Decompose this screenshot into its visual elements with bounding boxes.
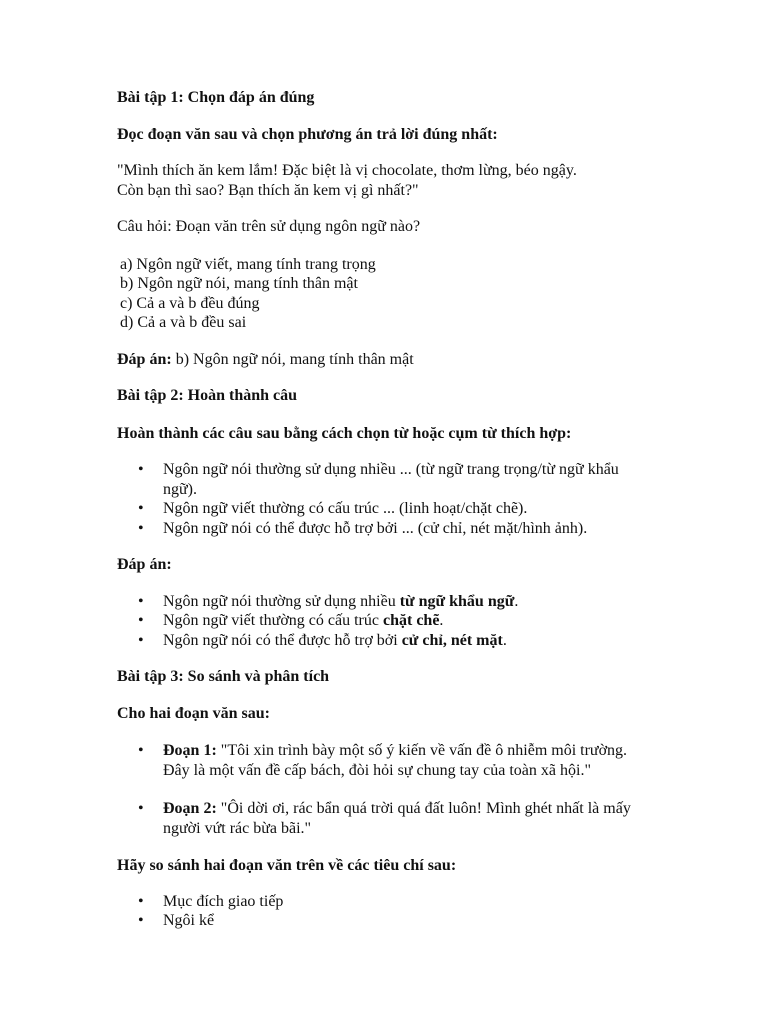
ex2-answer-text	[163, 611, 653, 631]
ex1-answer-text: b) Ngôn ngữ nói, mang tính thân mật	[171, 351, 414, 368]
bullet-icon: •	[138, 520, 144, 537]
answer-highlight: từ ngữ khẩu ngữ	[399, 593, 515, 610]
ex1-instruction: Đọc đoạn văn sau và chọn phương án trả lời đúng nhất:	[117, 126, 498, 143]
ex1-answer-label: Đáp án:	[117, 351, 172, 368]
passage-content: "Tôi xin trình bày một số ý kiến về vấn đề ô nhiễm môi trường. Đây là một vấn đề cấp bách, đòi hỏi sự chung tay của toàn xã hội."	[163, 742, 628, 779]
ex3-criterion-text: Mục đích giao tiếp	[163, 893, 284, 910]
answer-suffix: .	[439, 612, 444, 629]
passage-label: Đoạn 2:	[163, 800, 217, 817]
passage-label: Đoạn 1:	[163, 742, 217, 759]
ex2-item-text: Ngôn ngữ nói thường sử dụng nhiều ... (từ ngữ trang trọng/từ ngữ khẩu ngữ).	[163, 461, 619, 498]
answer-suffix: .	[514, 593, 519, 610]
bullet-icon: •	[138, 893, 144, 910]
ex1-answer	[117, 350, 414, 370]
answer-prefix: Ngôn ngữ nói có thể được hỗ trợ bởi	[163, 632, 402, 649]
ex1-passage-line-1: "Mình thích ăn kem lắm! Đặc biệt là vị chocolate, thơm lừng, béo ngậy.	[117, 162, 577, 179]
bullet-icon: •	[138, 593, 144, 610]
bullet-icon: •	[138, 800, 144, 817]
bullet-icon: •	[138, 612, 144, 629]
ex1-option-a: a) Ngôn ngữ viết, mang tính trang trọng	[120, 256, 376, 273]
ex2-item-text: Ngôn ngữ viết thường có cấu trúc ... (linh hoạt/chặt chẽ).	[163, 500, 528, 517]
ex3-instruction: Cho hai đoạn văn sau:	[117, 705, 270, 722]
ex1-option-b: b) Ngôn ngữ nói, mang tính thân mật	[120, 275, 358, 292]
ex2-answer-label: Đáp án:	[117, 556, 172, 573]
bullet-icon: •	[138, 912, 144, 929]
answer-prefix: Ngôn ngữ nói thường sử dụng nhiều	[163, 593, 400, 610]
answer-prefix: Ngôn ngữ viết thường có cấu trúc	[163, 612, 383, 629]
ex1-option-c: c) Cả a và b đều đúng	[120, 295, 260, 312]
passage-content: "Ôi dời ơi, rác bẩn quá trời quá đất luôn! Mình ghét nhất là mấy người vứt rác bừa bãi."	[163, 800, 631, 837]
ex1-passage-line-2: Còn bạn thì sao? Bạn thích ăn kem vị gì nhất?"	[117, 182, 419, 199]
ex3-criterion-text: Ngôi kể	[163, 912, 215, 929]
ex2-answer-text	[163, 631, 653, 651]
ex3-passage-text	[163, 741, 653, 781]
ex1-question: Câu hỏi: Đoạn văn trên sử dụng ngôn ngữ nào?	[117, 218, 421, 235]
bullet-icon: •	[138, 632, 144, 649]
answer-highlight: chặt chẽ	[382, 612, 440, 629]
ex1-title: Bài tập 1: Chọn đáp án đúng	[117, 89, 315, 106]
ex3-compare-instruction: Hãy so sánh hai đoạn văn trên về các tiêu chí sau:	[117, 857, 457, 874]
ex2-title: Bài tập 2: Hoàn thành câu	[117, 387, 298, 404]
ex3-passage-text	[163, 799, 653, 839]
answer-highlight: cử chỉ, nét mặt	[401, 632, 503, 649]
ex3-title: Bài tập 3: So sánh và phân tích	[117, 668, 330, 685]
bullet-icon: •	[138, 500, 144, 517]
ex2-instruction: Hoàn thành các câu sau bằng cách chọn từ hoặc cụm từ thích hợp:	[117, 425, 572, 442]
ex2-answer-text	[163, 592, 653, 612]
ex2-item-text: Ngôn ngữ nói có thể được hỗ trợ bởi ... (cử chỉ, nét mặt/hình ảnh).	[163, 520, 588, 537]
bullet-icon: •	[138, 461, 144, 478]
ex1-option-d: d) Cả a và b đều sai	[120, 314, 247, 331]
bullet-icon: •	[138, 742, 144, 759]
answer-suffix: .	[502, 632, 507, 649]
